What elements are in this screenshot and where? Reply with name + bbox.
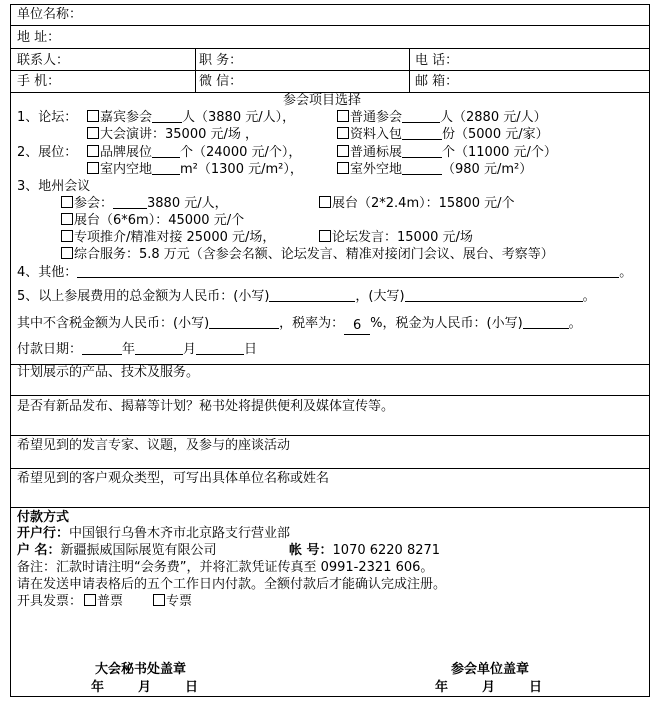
forum-label: 1、论坛： <box>17 110 78 125</box>
invoice-normal-checkbox[interactable] <box>84 594 96 606</box>
booth-large-label: 展台（6*6m）：45000 元/个 <box>74 213 245 228</box>
secretariat-date <box>91 680 198 696</box>
payment-name <box>17 543 217 559</box>
unit-day: 日 <box>529 680 543 695</box>
total-upper-label: ，(大写) <box>355 289 405 304</box>
outdoor-label: 室外空地 <box>350 162 403 177</box>
brand-count-blank[interactable] <box>152 157 180 158</box>
exhibit-indoor <box>87 162 303 178</box>
invoice-normal-label: 普票 <box>97 594 124 609</box>
pay-year-label: 年 <box>122 342 136 357</box>
payment-note2: 请在发送申请表格后的五个工作日内付款。全额付款后才能确认完成注册。 <box>17 577 447 592</box>
standard-price: 个（11000 元/个） <box>442 145 557 160</box>
total-label: 5、以上参展费用的总金额为人民币：(小写) <box>17 289 270 304</box>
normal-label: 普通参会 <box>350 110 403 125</box>
tax-rate-unit: %，税金为人民币：(小写) <box>370 316 523 331</box>
pay-day-label: 日 <box>244 342 258 357</box>
vip-price: 人（3880 元/人）， <box>182 110 296 125</box>
booth-large-checkbox[interactable] <box>61 213 73 225</box>
unit-year: 年 <box>435 680 449 695</box>
pay-date-label: 付款日期： <box>17 342 83 357</box>
brand-price: 个（24000 元/个）， <box>180 145 302 160</box>
tax-rate-label: ，税率为： <box>279 316 345 331</box>
forum-normal <box>337 110 547 126</box>
exhibit-outdoor <box>337 162 532 178</box>
bag-price: 份（5000 元/家） <box>442 127 549 142</box>
local-booth-small <box>319 196 514 212</box>
indoor-area-blank[interactable] <box>152 174 180 175</box>
attend-count-blank[interactable] <box>113 208 147 209</box>
divider <box>11 48 649 49</box>
bag-checkbox[interactable] <box>337 127 349 139</box>
mobile-label: 手 机： <box>17 74 61 89</box>
unit-name-label: 单位名称： <box>17 7 83 22</box>
vip-label: 嘉宾参会 <box>100 110 153 125</box>
invoice-row <box>17 594 192 610</box>
total-upper-blank[interactable] <box>405 301 583 302</box>
invoice-special-checkbox[interactable] <box>153 594 165 606</box>
tax-lower-blank[interactable] <box>209 328 279 329</box>
total-lower-blank[interactable] <box>269 301 355 302</box>
account-label: 帐 号： <box>289 543 333 558</box>
standard-count-blank[interactable] <box>402 157 442 158</box>
question-audience: 希望见到的客户观众类型，可写出具体单位名称或姓名 <box>17 471 330 486</box>
payment-bank <box>17 526 290 542</box>
exhibit-standard <box>337 145 557 161</box>
secretariat-day: 日 <box>185 680 199 695</box>
payment-account <box>289 543 440 559</box>
indoor-checkbox[interactable] <box>87 162 99 174</box>
attend-price: 3880 元/人， <box>147 196 228 211</box>
local-promo <box>61 230 275 246</box>
secretariat-year: 年 <box>91 680 105 695</box>
forum-speech-label: 论坛发言：15000 元/场 <box>332 230 473 245</box>
unit-date <box>435 680 542 696</box>
forum-bag <box>337 127 549 143</box>
total-row: 5、以上参展费用的总金额为人民币：(小写) ，(大写) 。 <box>17 289 596 304</box>
local-forum-speech <box>319 230 473 246</box>
divider <box>11 507 649 508</box>
forum-vip <box>87 110 295 126</box>
indoor-price: m²（1300 元/m²）， <box>180 162 303 177</box>
divider <box>11 25 649 26</box>
divider <box>11 70 649 71</box>
standard-checkbox[interactable] <box>337 145 349 157</box>
pay-month-blank[interactable] <box>135 354 183 355</box>
booth-small-checkbox[interactable] <box>319 196 331 208</box>
divider <box>11 435 649 436</box>
outdoor-area-blank[interactable] <box>402 174 442 175</box>
booth-small-label: 展台（2*2.4m）：15800 元/个 <box>332 196 515 211</box>
brand-label: 品牌展位 <box>100 145 153 160</box>
local-booth-large <box>61 213 244 229</box>
invoice-label: 开具发票： <box>17 594 83 609</box>
position-label: 职 务： <box>199 53 243 68</box>
divider <box>11 395 649 396</box>
exhibit-label: 2、展位： <box>17 145 78 160</box>
bank-label: 开户行： <box>17 526 70 541</box>
local-label: 3、地州会议 <box>17 179 91 194</box>
standard-label: 普通标展 <box>350 145 403 160</box>
bag-label: 资料入包 <box>350 127 403 142</box>
other-blank[interactable] <box>77 277 619 278</box>
unit-stamp-label: 参会单位盖章 <box>451 662 530 677</box>
phone-label: 电 话： <box>415 53 459 68</box>
bank-value: 中国银行乌鲁木齐市北京路支行营业部 <box>69 526 291 541</box>
payment-note1: 备注：汇款时请注明“会务费”，并将汇款凭证传真至 0991-2321 606。 <box>17 560 434 575</box>
vip-count-blank[interactable] <box>152 122 182 123</box>
promo-checkbox[interactable] <box>61 230 73 242</box>
secretariat-stamp-label: 大会秘书处盖章 <box>95 662 187 677</box>
other-row: 4、其他： 。 <box>17 265 633 280</box>
payment-title: 付款方式 <box>17 510 70 525</box>
indoor-label: 室内空地 <box>100 162 153 177</box>
promo-label: 专项推介/精准对接 25000 元/场， <box>74 230 276 245</box>
invoice-special-label: 专票 <box>166 594 193 609</box>
tax-rate-value[interactable]: 6 <box>344 318 370 335</box>
section-title: 参会项目选择 <box>283 93 362 108</box>
email-label: 邮 箱： <box>415 74 459 89</box>
outdoor-price: （980 元/m²） <box>442 162 533 177</box>
tax-amount-blank[interactable] <box>523 328 569 329</box>
local-attend <box>61 196 228 212</box>
unit-month: 月 <box>482 680 496 695</box>
tax-row: 其中不含税金额为人民币：(小写) ，税率为： 6 %，税金为人民币：(小写) 。 <box>17 316 582 333</box>
combo-label: 综合服务：5.8 万元（含参会名额、论坛发言、精准对接闭门会议、展台、考察等） <box>74 247 554 262</box>
combo-checkbox[interactable] <box>61 247 73 259</box>
address-label: 地 址： <box>17 30 61 45</box>
pay-month-label: 月 <box>183 342 197 357</box>
local-combo <box>61 247 554 263</box>
forum-speech <box>87 127 258 143</box>
exhibit-brand <box>87 145 301 161</box>
tax-label: 其中不含税金额为人民币：(小写) <box>17 316 210 331</box>
vip-checkbox[interactable] <box>87 110 99 122</box>
account-value: 1070 6220 8271 <box>332 543 441 558</box>
contact-label: 联系人： <box>17 53 70 68</box>
question-products: 计划展示的产品、技术及服务。 <box>17 365 200 380</box>
question-launch: 是否有新品发布、揭幕等计划？秘书处将提供便利及媒体宣传等。 <box>17 399 395 414</box>
bag-count-blank[interactable] <box>402 139 442 140</box>
brand-checkbox[interactable] <box>87 145 99 157</box>
speech-label: 大会演讲：35000 元/场 ， <box>100 127 258 142</box>
speech-checkbox[interactable] <box>87 127 99 139</box>
registration-form <box>10 4 650 697</box>
name-value: 新疆振威国际展览有限公司 <box>60 543 217 558</box>
normal-checkbox[interactable] <box>337 110 349 122</box>
normal-price: 人（2880 元/人） <box>440 110 547 125</box>
attend-label: 参会： <box>74 196 114 211</box>
question-speakers: 希望见到的发言专家、议题，及参与的座谈活动 <box>17 438 291 453</box>
name-label: 户 名： <box>17 543 61 558</box>
wechat-label: 微 信： <box>199 74 243 89</box>
divider <box>11 468 649 469</box>
attend-checkbox[interactable] <box>61 196 73 208</box>
pay-year-blank[interactable] <box>82 354 122 355</box>
pay-day-blank[interactable] <box>196 354 244 355</box>
secretariat-month: 月 <box>138 680 152 695</box>
normal-count-blank[interactable] <box>402 122 440 123</box>
other-label: 4、其他： <box>17 265 78 280</box>
pay-date-row <box>17 342 257 358</box>
outdoor-checkbox[interactable] <box>337 162 349 174</box>
forum-speech-checkbox[interactable] <box>319 230 331 242</box>
